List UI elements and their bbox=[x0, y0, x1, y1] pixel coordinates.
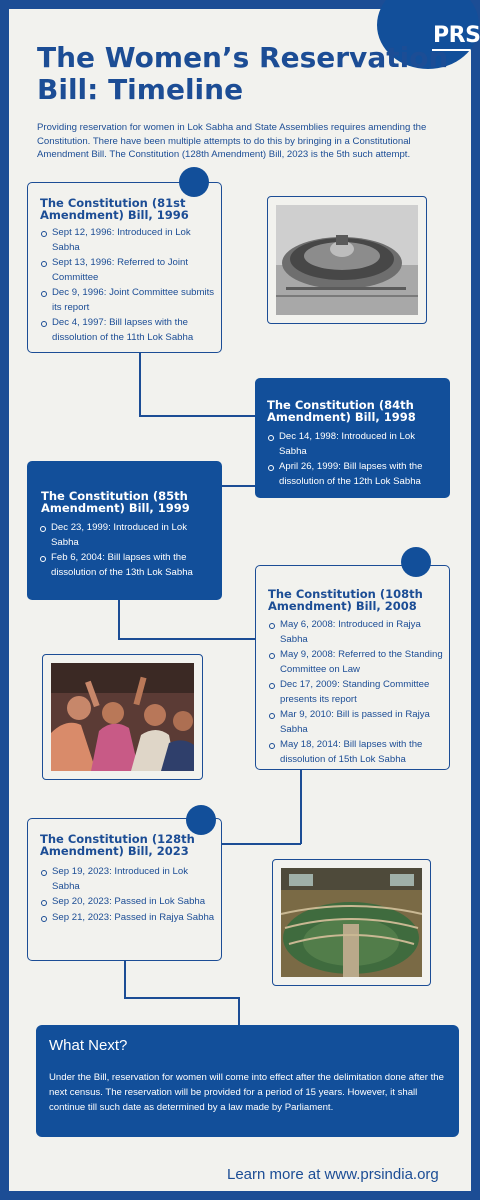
timeline-card-2008 bbox=[255, 565, 450, 770]
what-next-heading: What Next? bbox=[49, 1037, 128, 1054]
connector bbox=[139, 352, 141, 416]
list-item: Dec 14, 1998: Introduced in Lok Sabha bbox=[267, 430, 445, 459]
list-item: Sept 13, 1996: Referred to Joint Committee bbox=[40, 256, 216, 285]
connector bbox=[238, 997, 240, 1027]
celebration-photo bbox=[42, 654, 203, 780]
parliament-building-image bbox=[276, 205, 418, 315]
parliament-chamber-photo bbox=[272, 859, 431, 986]
timeline-card-1999 bbox=[27, 461, 222, 600]
event-list bbox=[40, 226, 216, 346]
card-title: The Constitution (84th Amendment) Bill, 1998 bbox=[267, 398, 416, 424]
page-title: The Women’s Reservation Bill: Timeline bbox=[37, 41, 449, 106]
timeline-card-1998 bbox=[255, 378, 450, 498]
list-item: Dec 17, 2009: Standing Committee presents its report bbox=[268, 678, 446, 707]
list-item: Feb 6, 2004: Bill lapses with the dissolution of the 13th Lok Sabha bbox=[39, 551, 217, 580]
footer-link[interactable]: Learn more at www.prsindia.org bbox=[227, 1166, 439, 1183]
list-item: May 6, 2008: Introduced in Rajya Sabha bbox=[268, 618, 446, 647]
card-title: The Constitution (128th Amendment) Bill, 2023 bbox=[40, 832, 195, 858]
connector bbox=[139, 415, 255, 417]
connector bbox=[118, 638, 256, 640]
list-item: Sep 21, 2023: Passed in Rajya Sabha bbox=[40, 911, 218, 926]
event-list bbox=[267, 430, 445, 490]
women-celebrating-image bbox=[51, 663, 194, 771]
parliament-chamber-image bbox=[281, 868, 422, 977]
timeline-card-1996 bbox=[27, 182, 222, 353]
connector bbox=[221, 843, 301, 845]
connector bbox=[221, 485, 257, 487]
event-list bbox=[268, 618, 446, 768]
intro-paragraph: Providing reservation for women in Lok Sabha and State Assemblies requires amending the Constitution. There have been multiple attempts to do this by bringing in a Constitutional Amendment Bill. The Constitution (128th Amendment) Bill, 2023 is the 5th such attempt. bbox=[37, 122, 427, 160]
infographic bbox=[9, 9, 480, 1191]
list-item: Dec 4, 1997: Bill lapses with the dissolution of the 11th Lok Sabha bbox=[40, 316, 216, 345]
timeline-marker bbox=[179, 167, 209, 197]
what-next-box bbox=[36, 1025, 459, 1137]
list-item: May 18, 2014: Bill lapses with the dissolution of 15th Lok Sabha bbox=[268, 738, 446, 767]
timeline-marker bbox=[401, 547, 431, 577]
connector bbox=[118, 599, 120, 639]
event-list bbox=[39, 521, 217, 581]
card-title: The Constitution (81st Amendment) Bill, 1996 bbox=[40, 196, 189, 222]
parliament-photo bbox=[267, 196, 427, 324]
connector bbox=[124, 960, 126, 998]
card-title: The Constitution (85th Amendment) Bill, 1999 bbox=[41, 489, 190, 515]
list-item: Dec 23, 1999: Introduced in Lok Sabha bbox=[39, 521, 217, 550]
connector bbox=[124, 997, 238, 999]
list-item: Sep 20, 2023: Passed in Lok Sabha bbox=[40, 895, 218, 910]
list-item: April 26, 1999: Bill lapses with the dissolution of the 12th Lok Sabha bbox=[267, 460, 445, 489]
what-next-text: Under the Bill, reservation for women will come into effect after the delimitation done after the next census. The reservation will be provided for a period of 15 years. However, it shall continue till such date as determined by a law made by Parliament. bbox=[49, 1072, 444, 1113]
list-item: Mar 9, 2010: Bill is passed in Rajya Sabha bbox=[268, 708, 446, 737]
prs-logo[interactable]: PRS bbox=[433, 23, 480, 48]
timeline-card-2023 bbox=[27, 818, 222, 961]
list-item: Sep 19, 2023: Introduced in Lok Sabha bbox=[40, 865, 218, 894]
list-item: May 9, 2008: Referred to the Standing Committee on Law bbox=[268, 648, 446, 677]
connector bbox=[300, 770, 302, 844]
list-item: Dec 9, 1996: Joint Committee submits its report bbox=[40, 286, 216, 315]
event-list bbox=[40, 865, 218, 926]
card-title: The Constitution (108th Amendment) Bill, 2008 bbox=[268, 587, 423, 613]
list-item: Sept 12, 1996: Introduced in Lok Sabha bbox=[40, 226, 216, 255]
timeline-marker bbox=[186, 805, 216, 835]
